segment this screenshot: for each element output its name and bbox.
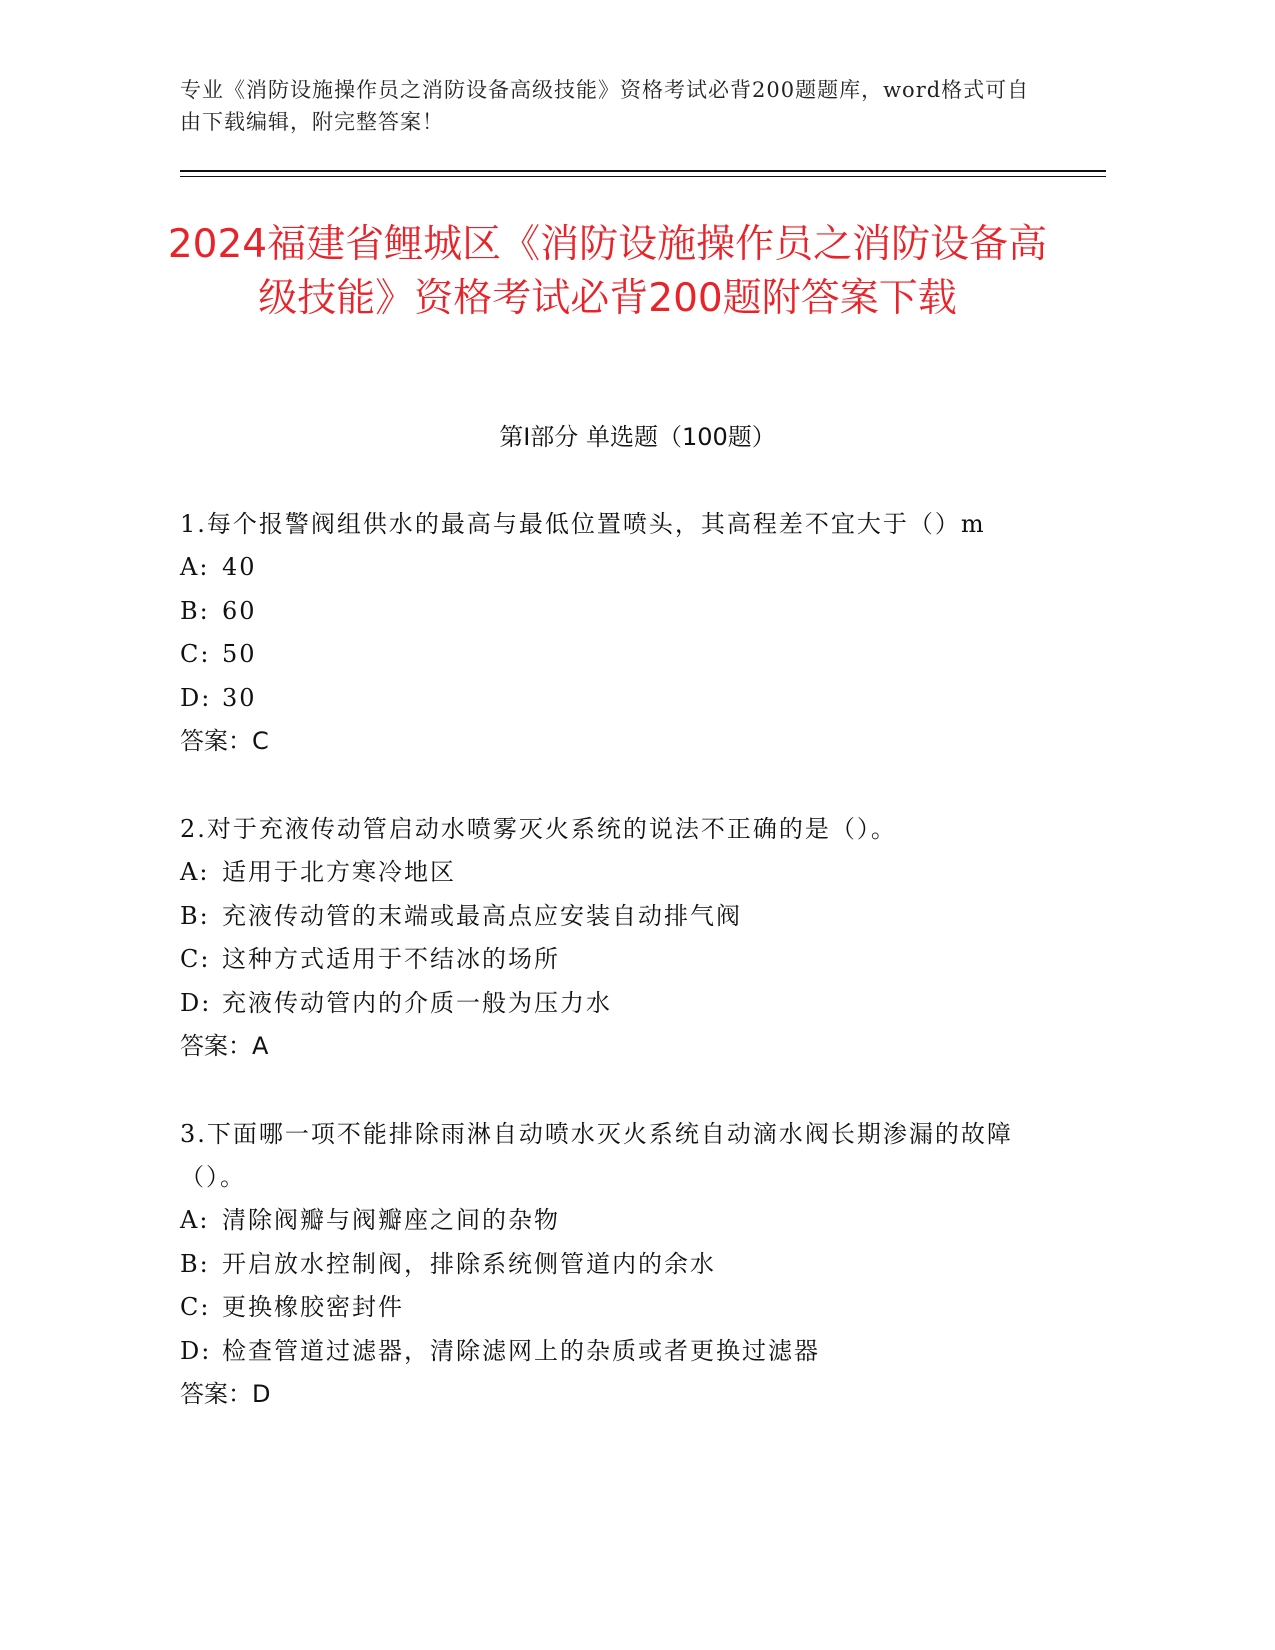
- option-text: 充液传动管的末端或最高点应安装自动排气阀: [222, 901, 742, 930]
- question-1: [180, 503, 1040, 763]
- option-letter: A:: [180, 1206, 210, 1234]
- option-letter: B:: [180, 596, 210, 625]
- option-a: [180, 546, 1040, 590]
- answer: 答案：D: [180, 1380, 271, 1408]
- answer: 答案：C: [180, 727, 269, 755]
- option-text: 30: [222, 683, 257, 712]
- option-letter: D:: [180, 988, 212, 1017]
- question-3: [180, 1113, 1040, 1416]
- option-b: [180, 895, 1040, 939]
- option-text: 清除阀瓣与阀瓣座之间的杂物: [222, 1206, 560, 1234]
- option-d: [180, 1330, 1040, 1374]
- option-text: 开启放水控制阀，排除系统侧管道内的余水: [222, 1249, 716, 1278]
- question-text: 1.每个报警阀组供水的最高与最低位置喷头，其高程差不宜大于（）m: [180, 510, 986, 538]
- option-letter: C:: [180, 945, 211, 973]
- option-a: [180, 1199, 1040, 1243]
- option-letter: C:: [180, 640, 211, 668]
- section-title: 第Ⅰ部分 单选题（100题）: [499, 423, 776, 451]
- option-letter: D:: [180, 1336, 212, 1365]
- option-text: 50: [222, 640, 257, 668]
- question-2: [180, 808, 1040, 1068]
- option-letter: D:: [180, 683, 212, 712]
- option-c: [180, 938, 1040, 982]
- option-d: [180, 677, 1040, 721]
- option-text: 40: [222, 553, 257, 581]
- option-text: 这种方式适用于不结冰的场所: [222, 945, 560, 973]
- option-c: [180, 633, 1040, 677]
- header-divider-thick: [180, 170, 1106, 172]
- header-note: 专业《消防设施操作员之消防设备高级技能》资格考试必背200题题库，word格式可自由下载编辑，附完整答案！: [180, 78, 1030, 134]
- option-letter: A:: [180, 553, 210, 581]
- option-letter: B:: [180, 1249, 210, 1278]
- option-c: [180, 1286, 1040, 1330]
- question-text: 2.对于充液传动管启动水喷雾灭火系统的说法不正确的是（）。: [180, 815, 897, 843]
- option-text: 更换橡胶密封件: [222, 1293, 404, 1321]
- answer: 答案：A: [180, 1032, 269, 1060]
- option-text: 60: [222, 596, 257, 625]
- option-text: 充液传动管内的介质一般为压力水: [222, 988, 612, 1017]
- option-letter: B:: [180, 901, 210, 930]
- option-b: [180, 1243, 1040, 1287]
- option-a: [180, 851, 1040, 895]
- option-letter: A:: [180, 858, 210, 886]
- document-title: 2024福建省鲤城区《消防设施操作员之消防设备高级技能》资格考试必背200题附答案下载: [167, 222, 1048, 321]
- option-d: [180, 982, 1040, 1026]
- option-b: [180, 590, 1040, 634]
- question-text: 3.下面哪一项不能排除雨淋自动喷水灭火系统自动滴水阀长期渗漏的故障（）。: [180, 1120, 1013, 1191]
- option-text: 适用于北方寒冷地区: [222, 858, 456, 886]
- option-letter: C:: [180, 1293, 211, 1321]
- option-text: 检查管道过滤器，清除滤网上的杂质或者更换过滤器: [222, 1336, 820, 1365]
- header-divider-thin: [180, 176, 1106, 177]
